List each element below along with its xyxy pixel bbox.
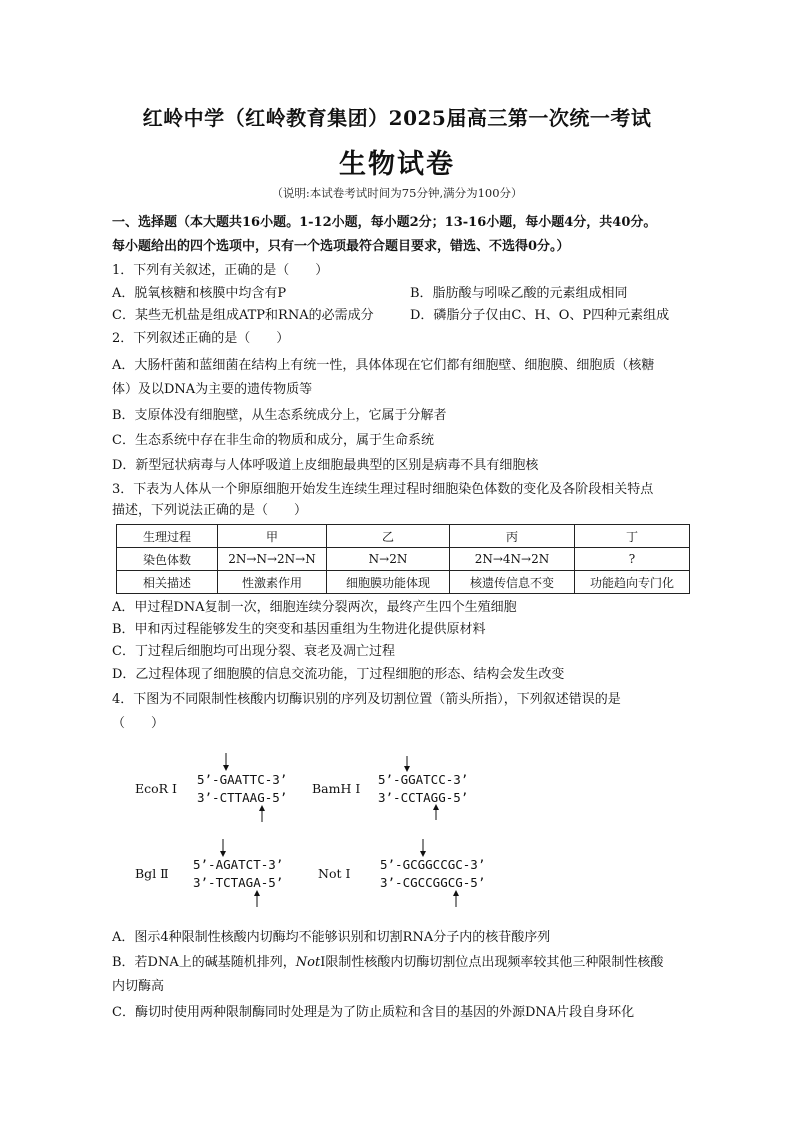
q3-stem-line1: 3．下表为人体从一个卵原细胞开始发生连续生理过程时细胞染色体数的变化及各阶段相关特点 [112,482,654,497]
enzyme-seq-ecori-top: 5’-GAATTC-3’ [197,772,288,787]
table-cell: ? [575,548,690,571]
enzyme-name-bglii: Bgl Ⅱ [135,866,169,881]
q2-option-a-line2: 体）及以DNA为主要的遗传物质等 [112,382,313,397]
table-cell: 生理过程 [117,525,218,548]
enzyme-name-ecori: EcoR Ⅰ [135,781,177,796]
exam-title: 红岭中学（红岭教育集团）2025届高三第一次统一考试 [142,106,652,130]
enzyme-seq-bamhi-bottom: 3’-CCTAGG-5’ [378,790,469,805]
q4-stem-line1: 4．下图为不同限制性核酸内切酶识别的序列及切割位置（箭头所指），下列叙述错误的是 [112,692,621,707]
q4-option-b-enzyme: Not [295,955,321,970]
table-cell: 丙 [450,525,575,548]
q3-option-c: C．丁过程后细胞均可出现分裂、衰老及凋亡过程 [112,644,395,659]
table-cell: 乙 [327,525,450,548]
q2-stem: 2．下列叙述正确的是（ ） [112,331,290,346]
q1-option-b: B．脂肪酸与吲哚乙酸的元素组成相同 [410,286,628,301]
enzyme-name-noti: Not Ⅰ [318,866,351,881]
table-cell: 核遗传信息不变 [450,571,575,594]
table-cell: 功能趋向专门化 [575,571,690,594]
q3-option-a: A．甲过程DNA复制一次，细胞连续分裂两次，最终产生四个生殖细胞 [112,600,517,615]
table-cell: 2N→4N→2N [450,548,575,571]
table-cell: 染色体数 [117,548,218,571]
q4-option-c: C．酶切时使用两种限制酶同时处理是为了防止质粒和含目的基因的外源DNA片段自身环化 [112,1005,635,1020]
q4-option-b-line1 [112,954,663,972]
enzyme-seq-noti-top: 5’-GCGGCCGC-3’ [380,857,486,872]
enzyme-seq-bglii-top: 5’-AGATCT-3’ [193,857,284,872]
q2-option-b: B．支原体没有细胞壁，从生态系统成分上，它属于分解者 [112,408,447,423]
enzyme-seq-noti-bottom: 3’-CGCCGGCG-5’ [380,875,486,890]
q3-option-b: B．甲和丙过程能够发生的突变和基因重组为生物进化提供原材料 [112,622,486,637]
enzyme-seq-bglii-bottom: 3’-TCTAGA-5’ [193,875,284,890]
table-cell: 2N→N→2N→N [218,548,327,571]
q4-stem-line2: （ ） [112,716,165,731]
q2-option-d: D．新型冠状病毒与人体呼吸道上皮细胞最典型的区别是病毒不具有细胞核 [112,458,539,473]
q3-stem-line2: 描述，下列说法正确的是（ ） [112,503,308,518]
q4-option-a: A．图示4种限制性核酸内切酶均不能够识别和切割RNA分子内的核苷酸序列 [112,930,551,945]
q2-option-a-line1: A．大肠杆菌和蓝细菌在结构上有统一性，具体体现在它们都有细胞壁、细胞膜、细胞质（核糖 [112,358,655,373]
q3-option-d: D．乙过程体现了细胞膜的信息交流功能，丁过程细胞的形态、结构会发生改变 [112,667,565,682]
q2-option-c: C．生态系统中存在非生命的物质和成分，属于生命系统 [112,433,434,448]
table-cell: 甲 [218,525,327,548]
subject-title: 生物试卷 [339,149,455,180]
table-cell: 丁 [575,525,690,548]
section-instructions-line1: 一、选择题（本大题共16小题。1-12小题，每小题2分；13-16小题，每小题4分，共40分。 [112,215,657,230]
table-cell: 细胞膜功能体现 [327,571,450,594]
q1-stem: 1．下列有关叙述，正确的是（ ） [112,263,329,278]
table-cell: N→2N [327,548,450,571]
table-cell: 性激素作用 [218,571,327,594]
exam-note: （说明:本试卷考试时间为75分钟,满分为100分） [271,186,523,200]
q1-option-c: C．某些无机盐是组成ATP和RNA的必需成分 [112,308,374,323]
enzyme-seq-ecori-bottom: 3’-CTTAAG-5’ [197,790,288,805]
table-cell: 相关描述 [117,571,218,594]
q1-option-a: A．脱氧核糖和核膜中均含有P [112,286,287,301]
enzyme-name-bamhi: BamH Ⅰ [312,781,361,796]
section-instructions-line2: 每小题给出的四个选项中，只有一个选项最符合题目要求，错选、不选得0分。） [112,239,570,254]
enzyme-seq-bamhi-top: 5’-GGATCC-3’ [378,772,469,787]
q1-option-d: D．磷脂分子仅由C、H、O、P四种元素组成 [410,308,670,323]
q4-option-b-pre: B．若DNA上的碱基随机排列， [112,955,296,970]
q4-option-b-post: Ⅰ限制性核酸内切酶切割位点出现频率较其他三种限制性核酸 [320,955,664,970]
q4-option-b-line2: 内切酶高 [112,979,165,994]
